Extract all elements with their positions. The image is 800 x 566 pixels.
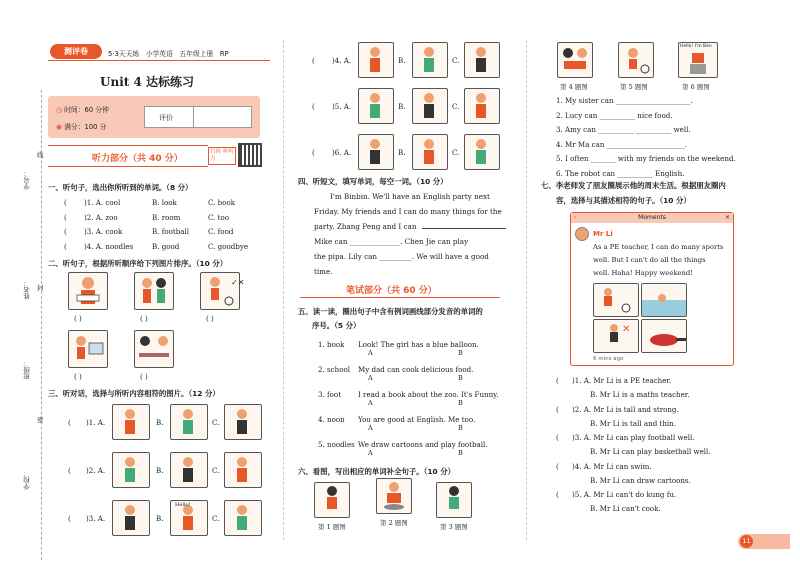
q5-sentence[interactable]: I read a book about the zoo. It's Funny. [358,390,499,399]
q5-example-word: 1. book [318,340,345,349]
q3-paren[interactable]: ( [312,56,315,65]
q7-option-b[interactable]: B. Mr Li is a maths teacher. [590,390,690,399]
post-time: 6 mins ago [593,356,624,362]
page-title: Unit 4 达标练习 [100,75,194,89]
q4-line: Mike can ______________. Chen Jie can play [314,237,469,246]
q7-option-a[interactable]: )3. A. Mr Li can play football well. [572,433,695,442]
q5-label-a: A [368,399,373,407]
q2-picture-4 [68,330,108,368]
q5-sentence[interactable]: Look! The girl has a blue balloon. [358,340,479,349]
q6-sentence[interactable]: 2. Lucy can __________ nice food. [556,110,673,120]
header-grade: 五年级上册 [179,50,214,58]
q3-option-a-label[interactable]: )4. A. [332,56,352,65]
q3-option-c-label[interactable]: C. [452,102,460,111]
q7-paren[interactable]: ( [556,433,559,442]
q6-caption-3: 第 3 题图 [440,523,468,531]
q3-paren[interactable]: ( [68,418,71,427]
post-photo-football[interactable] [593,283,639,317]
q5-title: 五、读一读，圈出句子中含有例词画线部分发音的单词的 [298,307,483,316]
page-number-badge [738,534,790,549]
kids-reading-icon [558,43,592,77]
kids-table-icon [135,331,173,367]
listening-title: 听力部分（共 40 分） [92,154,183,164]
q6-picture-5 [618,42,654,78]
q3-option-c-label[interactable]: C. [212,514,220,523]
q3-5-picture-c-icon [465,89,499,123]
q6-picture-1 [314,482,350,518]
clock-icon: ◷ [56,106,62,114]
q1-option-c[interactable]: C. too [208,212,230,222]
q3-4-picture-a-icon [359,43,393,77]
q1-title: 一、听句子，选出你所听到的单词。（8 分） [48,183,193,192]
q7-paren[interactable]: ( [556,404,559,414]
q3-6-picture-c-icon [465,135,499,169]
q7-option-a[interactable]: )5. A. Mr Li can't do kung fu. [572,490,677,499]
q6-picture-3 [436,482,472,518]
q3-3-picture-c-icon [225,501,261,535]
score-info [56,121,106,131]
q1-option-c[interactable]: C. book [208,198,236,207]
q3-2-picture-a-icon [113,453,149,487]
q2-picture-5 [134,330,174,368]
post-text-2: well. But I can't do all the things [593,256,706,264]
hello-bubble: Hello! [175,502,191,508]
q3-4-picture-c [464,42,500,78]
swimmer-icon [642,284,686,316]
girl-reading-icon [69,273,107,309]
q3-2-picture-c [224,452,262,488]
q1-option-a[interactable]: )1. A. cool [84,198,121,207]
listening-banner [48,145,208,167]
q5-sentence[interactable]: You are good at English. Me too. [358,415,476,424]
q1-option-a[interactable]: )2. A. zoo [84,212,118,222]
header-badge [50,44,102,59]
q7-option-a[interactable]: )2. A. Mr Li is tall and strong. [572,404,679,414]
q3-option-a-label[interactable]: )1. A. [86,418,106,427]
q7-paren[interactable]: ( [556,461,559,471]
q3-4-picture-c-icon [465,43,499,77]
q4-line: party. Zhang Peng and I can [314,222,417,231]
scan-label: 扫码 听听力 [208,147,236,165]
header-subject: 小学英语 [145,50,173,58]
q3-option-a-label[interactable]: )5. A. [332,102,352,111]
q6-sentence[interactable]: 6. The robot can __________ English. [556,168,685,178]
score-icon: ◉ [56,123,62,131]
q3-6-picture-a [358,134,394,170]
q6-sentence[interactable]: 1. My sister can _____________________. [556,96,693,105]
q3-4-picture-b-icon [413,43,447,77]
q3-1-picture-b [170,404,208,440]
header-series: 5·3天天练 [108,50,140,58]
q3-3-picture-b [170,500,208,536]
q3-1-picture-c-icon [225,405,261,439]
q5-example-word: 2. school [318,365,351,374]
avatar [575,227,589,241]
q3-paren[interactable]: ( [312,148,315,157]
q1-option-c[interactable]: C. goodbye [208,241,249,251]
q3-paren[interactable]: ( [68,514,71,523]
q3-option-a-label[interactable]: )2. A. [86,466,106,475]
q7-option-a[interactable]: )1. A. Mr Li is a PE teacher. [572,376,672,385]
q2-blank-1[interactable]: ( ) [74,314,82,323]
boy-sports-icon [437,483,471,517]
q3-5-picture-b-icon [413,89,447,123]
q7-title: 七、李老师发了朋友圈展示他的周末生活。根据朋友圈内 [541,181,726,190]
q3-option-c-label[interactable]: C. [452,56,460,65]
q4-line: Friday. My friends and I can do many things for the [314,207,502,216]
boy-football-icon [201,273,245,309]
q3-paren[interactable]: ( [68,466,71,475]
writing-title: 笔试部分（共 60 分） [346,286,437,296]
q7-option-a[interactable]: )4. A. Mr Li can swim. [572,461,652,471]
header-line [108,48,229,58]
q3-6-picture-a-icon [359,135,393,169]
student-number-label: 学号： [23,170,31,190]
q4-line: time. [314,267,333,276]
q5-label-b: B [458,399,463,407]
q7-paren[interactable]: ( [556,376,559,385]
qr-code-icon[interactable] [238,143,262,167]
q5-example-word: 4. noon [318,415,345,424]
kungfu-icon [594,320,638,352]
q1-option-b[interactable]: B. room [152,212,181,222]
q5-label-a: A [368,349,373,357]
q3-6-picture-c [464,134,500,170]
q6-picture-4 [557,42,593,78]
close-icon[interactable]: × [724,214,730,221]
post-photo-kungfu[interactable] [593,319,639,353]
poster-name: Mr Li [593,230,613,238]
q1-option-a[interactable]: )4. A. noodles [84,241,134,251]
q6-caption-4: 第 4 题图 [560,83,588,91]
q3-4-picture-a [358,42,394,78]
q3-1-picture-c [224,404,262,440]
q6-title: 六、看图，写出相应的单词补全句子。（10 分） [298,467,455,476]
q1-paren[interactable]: ( [64,241,67,251]
q3-5-picture-c [464,88,500,124]
time-text: 时间：60 分钟 [64,106,109,114]
q3-option-c-label[interactable]: C. [212,466,220,475]
q5-label-a: A [368,374,373,382]
q3-2-picture-a [112,452,150,488]
q2-picture-3 [200,272,245,310]
q3-option-b-label[interactable]: B. [398,56,406,65]
football-player-icon [594,284,638,316]
q2-blank-5[interactable]: ( ) [140,372,148,381]
back-icon[interactable]: ‹ [574,214,577,221]
eval-box [144,106,252,128]
q2-picture-2 [134,272,174,310]
q3-title: 三、听对话，选择与所听内容相符的图片。（12 分） [48,389,220,398]
post-photo-swim[interactable] [641,283,687,317]
time-info [56,104,109,114]
girl-cooking-icon [377,479,411,513]
q6-picture-6 [678,42,718,78]
q7-option-b[interactable]: B. Mr Li is tall and thin. [590,418,677,428]
q1-option-b[interactable]: B. look [152,198,177,207]
q1-paren[interactable]: ( [64,227,67,236]
moments-card [570,212,734,366]
q3-option-b-label[interactable]: B. [156,514,164,523]
boy-computer-icon [69,331,107,367]
q3-option-c-label[interactable]: C. [212,418,220,427]
svg-text:✕: ✕ [622,324,631,335]
post-photo-cook[interactable] [641,319,687,353]
q3-3-picture-a [112,500,150,536]
page-divider-1 [283,40,284,540]
post-text-3: well. Haha! Happy weekend! [593,269,693,277]
q4-blank-line[interactable] [422,228,506,229]
q7-option-b[interactable]: B. Mr Li can't cook. [590,504,661,513]
badge-text: 测评卷 [64,47,88,56]
cooking-pan-icon [642,320,686,352]
q1-paren[interactable]: ( [64,212,67,222]
q2-blank-4[interactable]: ( ) [74,372,82,381]
q6-caption-2: 第 2 题图 [380,519,408,527]
q7-option-b[interactable]: B. Mr Li can draw cartoons. [590,475,691,485]
q1-option-b[interactable]: B. good [152,241,180,251]
q2-blank-3[interactable]: ( ) [206,314,214,323]
q7-title-2: 容，选择与其描述相符的句子。（10 分） [556,196,691,205]
eval-label: 评价 [159,114,173,122]
q1-paren[interactable]: ( [64,198,67,207]
q6-sentence[interactable]: 3. Amy can __________ __________ well. [556,125,691,134]
q3-6-picture-b [412,134,448,170]
q5-label-b: B [458,349,463,357]
header-rule [48,60,270,61]
girl-dancing-icon [315,483,349,517]
q6-sentence[interactable]: 4. Mr Ma can ______________________. [556,139,687,149]
side-seal-mark: 封 [37,284,44,292]
q3-option-b-label[interactable]: B. [398,102,406,111]
q4-line: the pipa. Lily can _________. We will have a good [314,252,489,261]
q5-label-b: B [458,449,463,457]
moments-header [571,213,733,223]
q2-picture-1 [68,272,108,310]
q3-1-picture-a [112,404,150,440]
side-line-mark: 线 [37,151,44,159]
q3-option-a-label[interactable]: )6. A. [332,148,352,157]
kids-group-icon [135,273,173,309]
q5-label-b: B [458,374,463,382]
q6-caption-1: 第 1 题图 [318,523,346,531]
q1-option-c[interactable]: C. food [208,227,234,236]
q3-option-b-label[interactable]: B. [398,148,406,157]
q3-5-picture-a [358,88,394,124]
q3-option-b-label[interactable]: B. [156,418,164,427]
q5-label-a: A [368,449,373,457]
q2-blank-2[interactable]: ( ) [140,314,148,323]
q3-2-picture-c-icon [225,453,261,487]
school-label: 学校： [23,470,31,490]
hello-ben-text: Hello! I'm Ben [680,44,712,49]
q6-sentence[interactable]: 5. I often _______ with my friends on the weekend. [556,154,736,163]
page-divider-2 [526,40,527,540]
q5-example-word: 5. noodles [318,440,355,449]
student-name-label: 姓名： [23,280,31,300]
q1-option-a[interactable]: )3. A. cook [84,227,123,236]
q3-5-picture-b [412,88,448,124]
q6-caption-5: 第 5 题图 [620,83,648,91]
score-text: 满分：100 分 [64,123,107,131]
binding-line [41,90,42,560]
q4-title: 四、听短文，填写单词，每空一词。（10 分） [298,177,448,186]
page-number: 11 [740,535,753,548]
side-dense-mark: 密 [37,416,44,424]
q6-picture-2 [376,478,412,514]
q1-option-b[interactable]: B. football [152,227,190,236]
q3-1-picture-b-icon [171,405,207,439]
q3-option-a-label[interactable]: )3. A. [86,514,106,523]
q5-label-b: B [458,424,463,432]
q7-paren[interactable]: ( [556,490,559,499]
kid-ball-icon [619,43,653,77]
q3-6-picture-b-icon [413,135,447,169]
q3-option-c-label[interactable]: C. [452,148,460,157]
q5-title-2: 序号。（5 分） [312,321,361,330]
class-label: 班级： [23,360,31,380]
q3-2-picture-b-icon [171,453,207,487]
q5-sentence[interactable]: We draw cartoons and play football. [358,440,488,449]
q2-title: 二、听句子，根据所听顺序给下列图片排序。（10 分） [48,259,228,268]
q5-sentence[interactable]: My dad can cook delicious food. [358,365,474,374]
q3-5-picture-a-icon [359,89,393,123]
q3-option-b-label[interactable]: B. [156,466,164,475]
svg-text:✓✕: ✓✕ [231,278,245,287]
moments-title: Moments [638,214,666,221]
q7-option-b[interactable]: B. Mr Li can play basketball well. [590,447,711,456]
q3-3-picture-a-icon [113,501,149,535]
q3-2-picture-b [170,452,208,488]
post-text-1: As a PE teacher, I can do many sports [593,243,724,251]
q4-line: I'm Binbin. We'll have an English party next [330,192,490,201]
q5-label-a: A [368,424,373,432]
q3-paren[interactable]: ( [312,102,315,111]
q3-1-picture-a-icon [113,405,149,439]
q3-4-picture-b [412,42,448,78]
q3-3-picture-c [224,500,262,536]
writing-banner [300,280,500,298]
info-panel [48,96,260,138]
header-edition: RP [219,50,229,58]
q6-caption-6: 第 6 题图 [682,83,710,91]
q5-example-word: 3. foot [318,390,342,399]
